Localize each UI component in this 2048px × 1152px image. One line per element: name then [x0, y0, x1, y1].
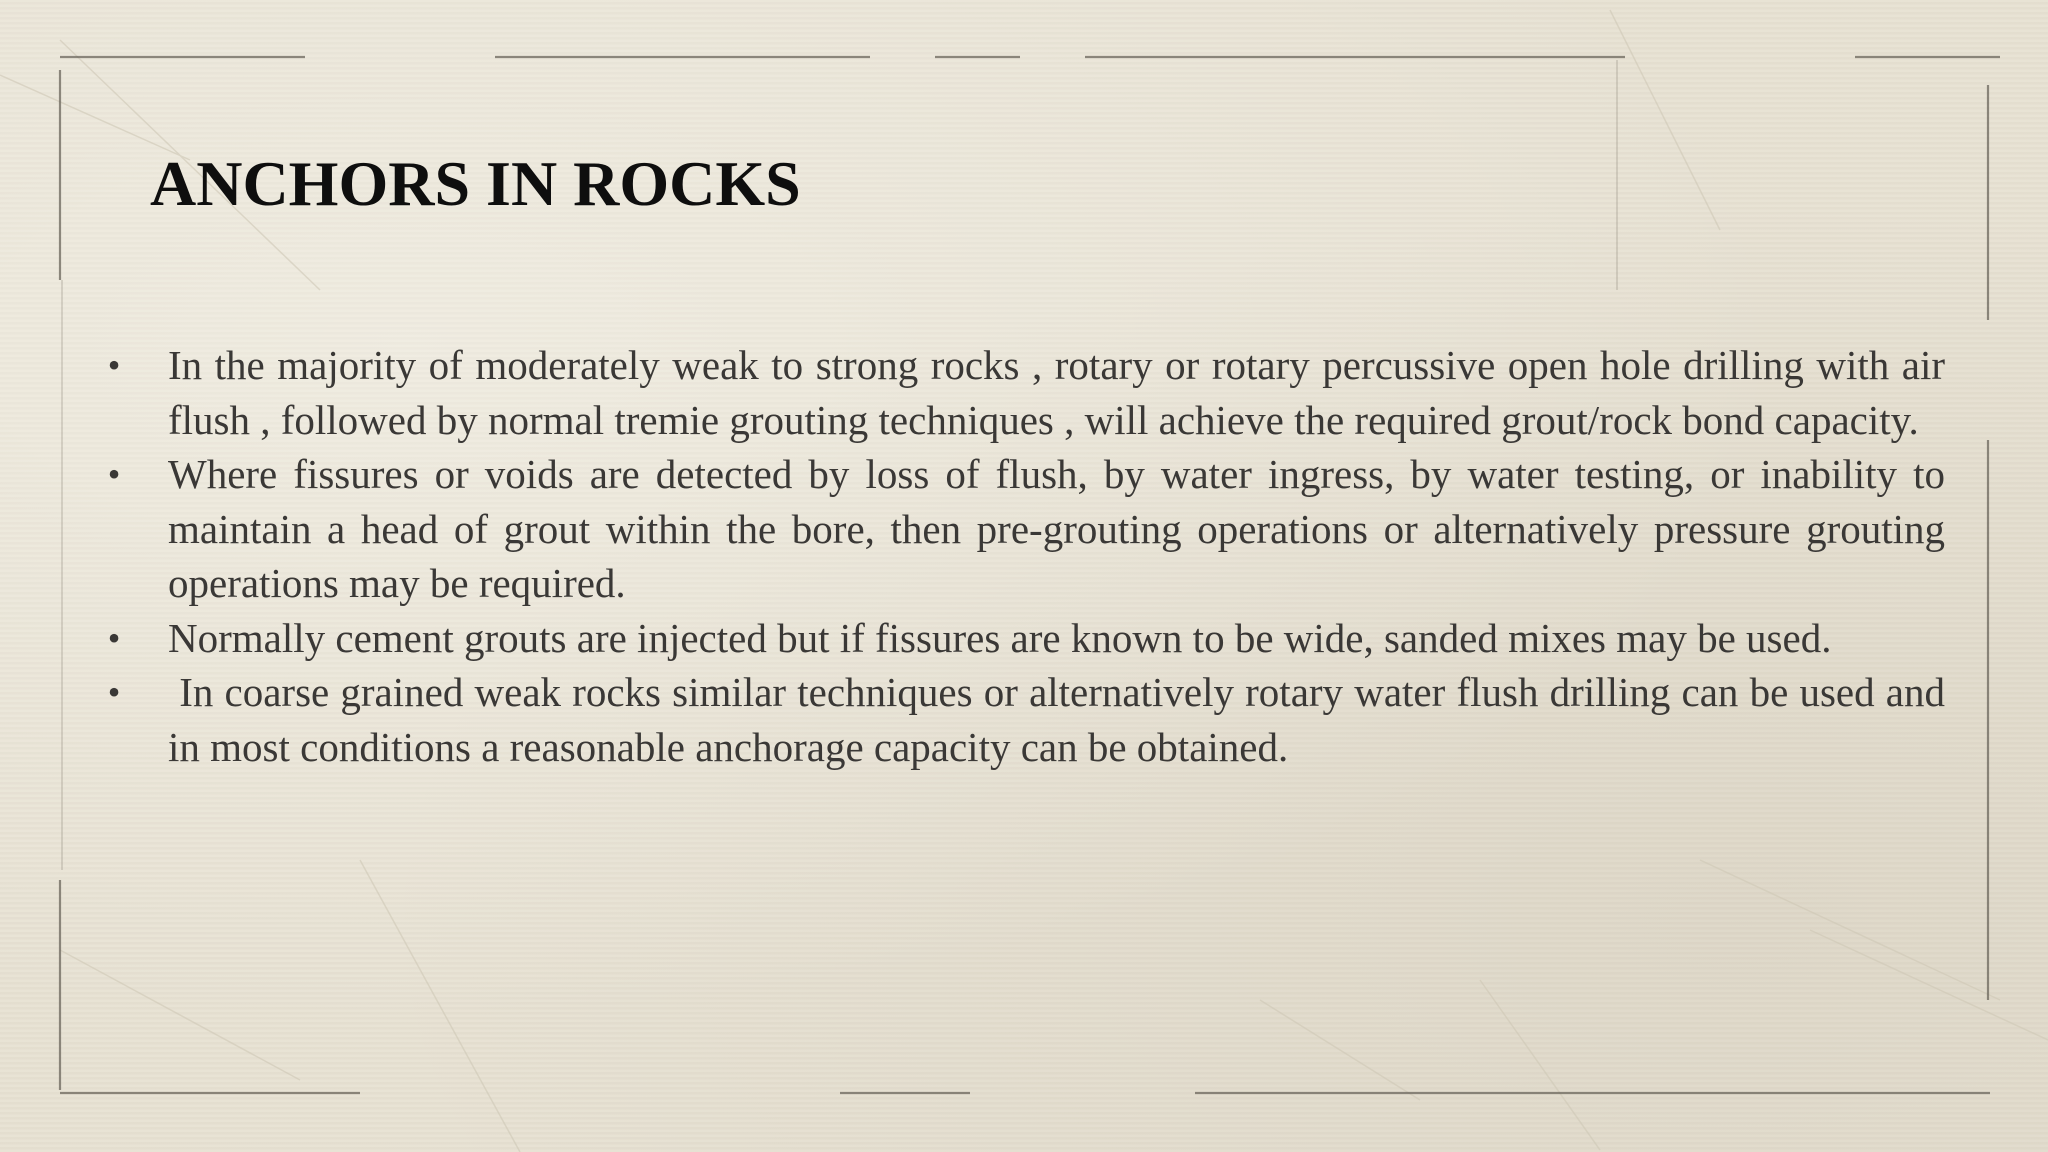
bullet-icon: •	[107, 672, 121, 712]
bullet-list	[100, 338, 1956, 774]
bullet-text: In coarse grained weak rocks similar techniques or alternatively rotary water flush drilling can be used and in most conditions a reasonable anchorage capacity can be obtained.	[168, 669, 1956, 770]
bullet-icon: •	[107, 454, 121, 494]
bullet-text: Where fissures or voids are detected by loss of flush, by water ingress, by water testing, or inability to maintain a head of grout within the bore, then pre-grouting operations or alternatively pressure grouting operations may be required.	[168, 451, 1945, 606]
bullet-icon: •	[107, 617, 121, 658]
bullet-icon: •	[107, 345, 121, 385]
slide-title: ANCHORS IN ROCKS	[150, 148, 801, 219]
list-item	[100, 611, 1945, 666]
bullet-text: Normally cement grouts are injected but if fissures are known to be wide, sanded mixes may be used.	[168, 614, 1832, 661]
list-item	[100, 665, 1956, 774]
list-item	[100, 338, 1945, 447]
bullet-text: In the majority of moderately weak to strong rocks , rotary or rotary percussive open hole drilling with air flush , followed by normal tremie grouting techniques , will achieve the required grout/rock bond capacity.	[168, 342, 1945, 443]
list-item	[100, 447, 1945, 611]
